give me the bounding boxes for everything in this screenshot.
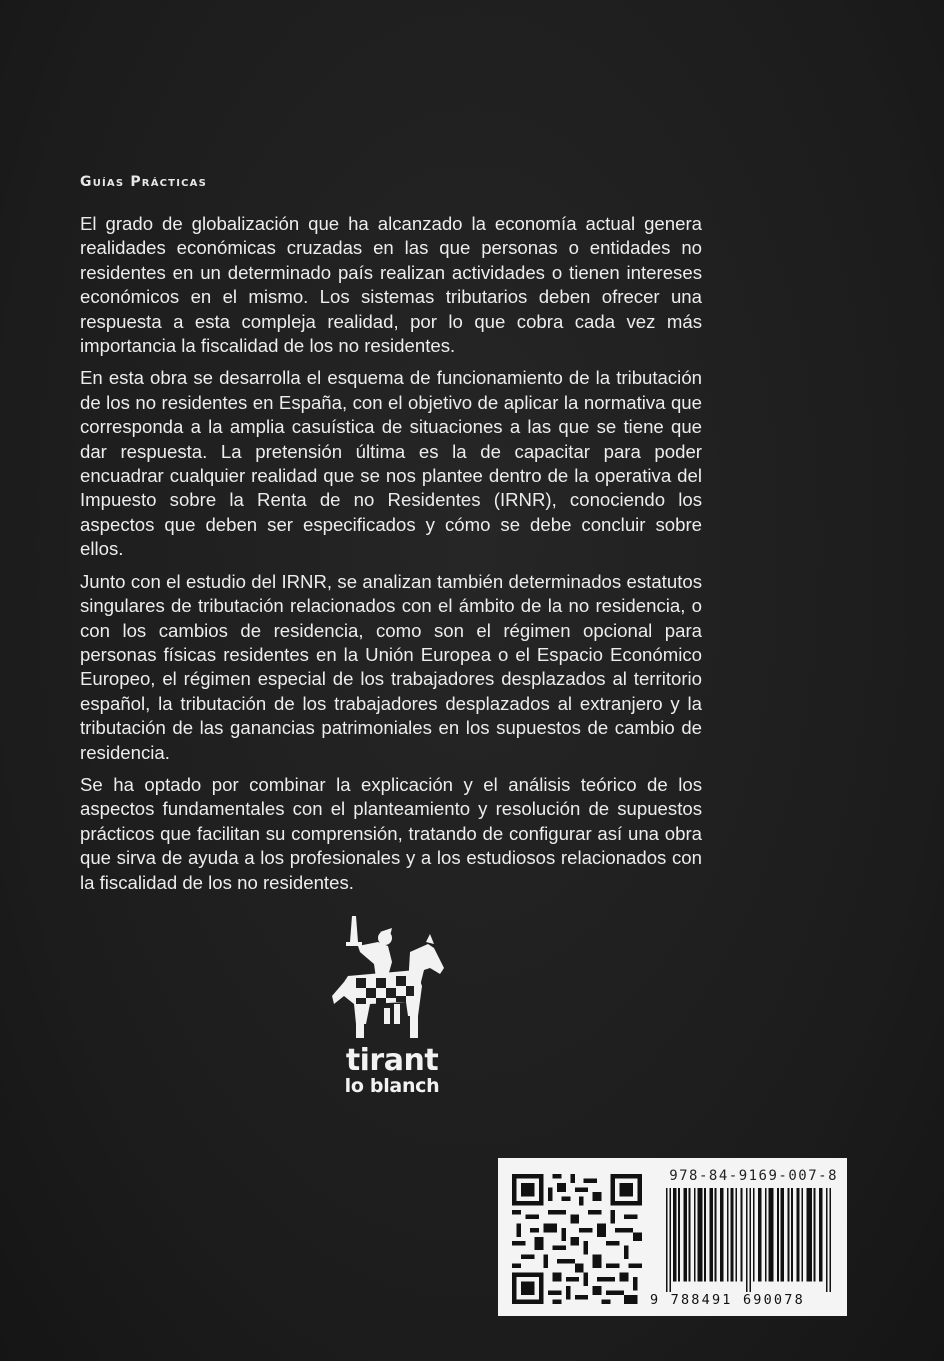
barcode-icon <box>666 1188 831 1292</box>
publisher-name-line2: lo blanch <box>344 1075 440 1097</box>
series-label: Guías Prácticas <box>80 174 208 190</box>
blurb <box>80 212 702 903</box>
publisher-name-line1: tirant <box>345 1043 439 1078</box>
publisher-logo <box>322 912 462 1102</box>
isbn-number: 978-84-9169-007-8 <box>669 1168 838 1184</box>
knight-on-horse-icon <box>330 912 454 1042</box>
barcode-panel <box>498 1158 847 1316</box>
ean-number: 9 788491 690078 <box>650 1292 805 1308</box>
blurb-paragraph-1: El grado de globalización que ha alcanzado la economía actual genera realidades económicas cruzadas en las que personas o entidades no residentes en un determinado país realizan actividades o tienen intereses económicos en el mismo. Los sistemas tributarios deben ofrecer una respuesta a esta compleja realidad, por lo que cobra cada vez más importancia la fiscalidad de los no residentes. <box>80 213 702 357</box>
blurb-paragraph-3: Junto con el estudio del IRNR, se analizan también determinados estatutos singulares de tributación relacionados con el ámbito de la no residencia, o con los cambios de residencia, como son el régimen opcional para personas físicas residentes en la Unión Europea o el Espacio Económico Europeo, el régimen especial de los trabajadores desplazados al territorio español, la tributación de los trabajadores desplazados al extranjero y la tributación de las ganancias patrimoniales en los supuestos de cambio de residencia. <box>80 570 702 763</box>
blurb-paragraph-4: Se ha optado por combinar la explicación y el análisis teórico de los aspectos fundamentales con el planteamiento y resolución de supuestos prácticos que facilitan su comprensión, tratando de configurar así una obra que sirva de ayuda a los profesionales y a los estudiosos relacionados con la fiscalidad de los no residentes. <box>80 773 702 893</box>
qr-code-icon <box>512 1174 642 1304</box>
blurb-paragraph-2: En esta obra se desarrolla el esquema de funcionamiento de la tributación de los no residentes en España, con el objetivo de aplicar la normativa que corresponda a la amplia casuística de situaciones a las que se tiene que dar respuesta. La pretensión última es la de capacitar para poder encuadrar cualquier realidad que se nos plantee dentro de la operativa del Impuesto sobre la Renta de no Residentes (IRNR), conociendo los aspectos que deben ser especificados y cómo se debe concluir sobre ellos. <box>80 367 702 560</box>
